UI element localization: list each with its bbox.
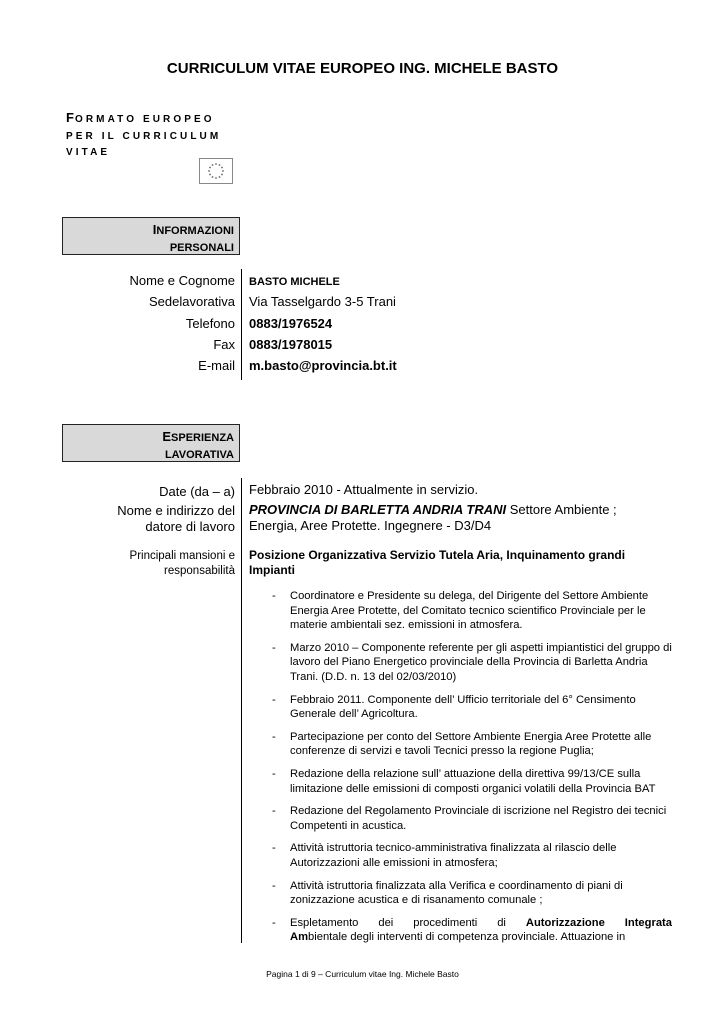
label-duties-2: responsabilità bbox=[164, 565, 235, 577]
list-item: - Partecipazione per conto del Settore Ambiente Energia Aree Protette alle conferenze di servizi e tavoli Tecnici presso la regione Puglia; bbox=[272, 730, 652, 758]
label-phone: Telefono bbox=[185, 316, 235, 331]
employer-name: PROVINCIA DI BARLETTA ANDRIA TRANI bbox=[249, 502, 507, 517]
label-employer-2: datore di lavoro bbox=[145, 519, 235, 534]
value-date: Febbraio 2010 - Attualmente in servizio. bbox=[249, 482, 479, 497]
personal-divider bbox=[241, 269, 242, 380]
list-item: - Marzo 2010 – Componente referente per gli aspetti impiantistici del gruppo di lavoro del Piano Energetico provinciale della Provincia di Barletta Andria Trani. (D.D. n. 13 del 02/03/2010) bbox=[272, 641, 672, 683]
section-personal-info bbox=[62, 217, 240, 255]
section-experience-cap: E bbox=[162, 429, 172, 444]
format-line3: VITAE bbox=[66, 147, 111, 158]
label-employer-1: Nome e indirizzo del bbox=[117, 503, 235, 518]
list-item: - Attività istruttoria finalizzata alla Verifica e coordinamento di piani di zonizzazione acustica e di risanamento comunale ; bbox=[272, 879, 623, 907]
list-item: - Coordinatore e Presidente su delega, del Dirigente del Settore Ambiente Energia Aree Protette, del Comitato tecnico scientifico Provinciale per le materie ambientali sez. emissioni in atmosfera. bbox=[272, 590, 649, 632]
value-phone: 0883/1976524 bbox=[249, 316, 333, 331]
section-experience-line2: LAVORATIVA bbox=[164, 449, 234, 461]
label-date: Date (da – a) bbox=[159, 484, 235, 499]
eu-flag-icon bbox=[199, 158, 233, 184]
label-email: E-mail bbox=[198, 358, 235, 373]
section-personal-line1: NFORMAZIONI bbox=[156, 225, 234, 237]
page-footer: Pagina 1 di 9 – Curriculum vitae Ing. Michele Basto bbox=[266, 969, 459, 979]
position-line2: Impianti bbox=[249, 563, 296, 577]
list-item: - Attività istruttoria tecnico-amministrativa finalizzata al rilascio delle Autorizzazioni alle emissioni in atmosfera; bbox=[272, 842, 617, 869]
document-title: CURRICULUM VITAE EUROPEO ING. MICHELE BASTO bbox=[166, 60, 559, 77]
format-first-letter: F bbox=[66, 110, 75, 125]
value-name: BASTO MICHELE bbox=[249, 276, 340, 288]
value-employer-line1 bbox=[249, 502, 617, 517]
list-item: - Redazione del Regolamento Provinciale di iscrizione nel Registro dei tecnici Competenti in acustica. bbox=[272, 805, 667, 832]
label-duties-1: Principali mansioni e bbox=[129, 550, 235, 562]
value-email[interactable]: m.basto@provincia.bt.it bbox=[249, 358, 397, 373]
value-fax: 0883/1978015 bbox=[249, 337, 333, 352]
value-workplace: Via Tasselgardo 3-5 Trani bbox=[249, 294, 396, 309]
list-item: - Redazione della relazione sull’ attuazione della direttiva 99/13/CE sulla limitazione delle emissioni di composti organici volatili della Provincia BAT bbox=[272, 767, 656, 795]
section-experience-line1: SPERIENZA bbox=[171, 432, 234, 444]
format-line2: PER IL CURRICULUM bbox=[66, 130, 222, 142]
label-workplace: Sedelavorativa bbox=[149, 294, 235, 309]
label-fax: Fax bbox=[213, 337, 235, 352]
employer-sector: Settore Ambiente ; bbox=[506, 502, 617, 517]
value-employer-line2: Energia, Aree Protette. Ingegnere - D3/D4 bbox=[249, 518, 492, 533]
duties-list bbox=[272, 589, 672, 953]
section-work-experience bbox=[62, 424, 240, 462]
section-personal-cap: I bbox=[152, 222, 157, 237]
label-name: Nome e Cognome bbox=[129, 273, 235, 288]
format-heading bbox=[66, 110, 236, 162]
format-line1: ORMATO EUROPEO bbox=[74, 114, 215, 125]
section-personal-line2: PERSONALI bbox=[169, 242, 234, 254]
position-line1: Posizione Organizzativa Servizio Tutela Aria, Inquinamento grandi bbox=[249, 548, 626, 562]
list-item: - Febbraio 2011. Componente dell’ Ufficio territoriale del 6° Censimento Generale dell’ Agricoltura. bbox=[272, 693, 636, 721]
experience-divider bbox=[241, 478, 242, 943]
list-item: - Espletamento dei procedimenti di Autorizzazione Integrata Ambientale degli interventi di competenza provinciale. Attuazione in bbox=[272, 916, 672, 944]
